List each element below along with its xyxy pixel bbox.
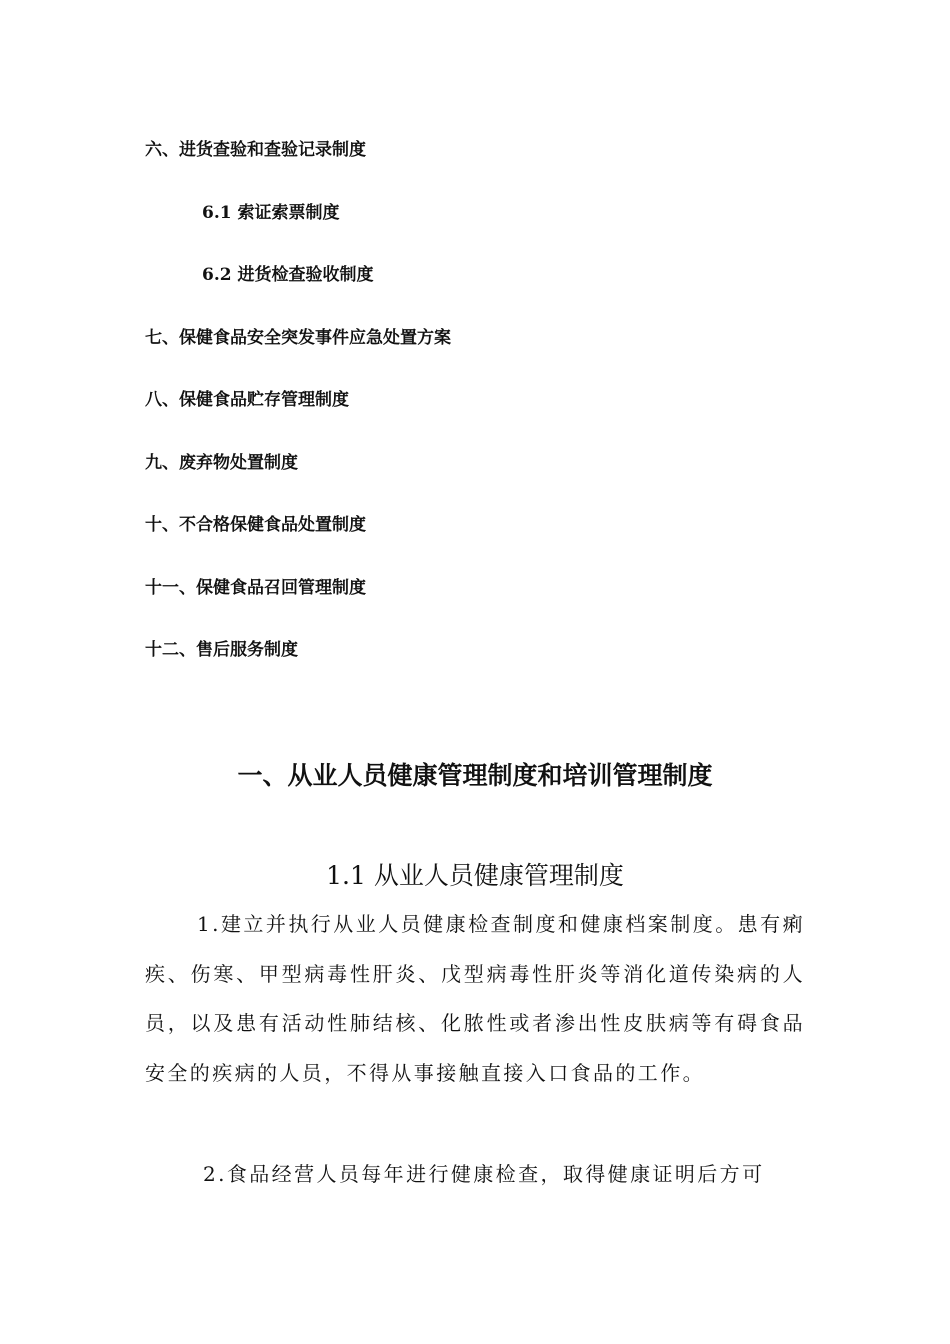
toc-item: 八、保健食品贮存管理制度 xyxy=(145,390,349,410)
toc-item: 七、保健食品安全突发事件应急处置方案 xyxy=(145,327,451,348)
toc-subitem: 6.2 进货检查验收制度 xyxy=(202,265,374,285)
body-paragraph: 2.食品经营人员每年进行健康检查，取得健康证明后方可 xyxy=(203,1162,765,1186)
toc-subitem: 6.1 索证索票制度 xyxy=(202,202,340,223)
toc-item: 十二、售后服务制度 xyxy=(145,640,298,660)
body-paragraph: 1.建立并执行从业人员健康检查制度和健康档案制度。患有痢疾、伤寒、甲型病毒性肝炎、戊型病毒性肝炎等消化道传染病的人员，以及患有活动性肺结核、化脓性或者渗出性皮肤病等有碍食品安全的疾病的人员，不得从事接触直接入口食品的工作。 xyxy=(145,912,805,1085)
toc-item: 九、废弃物处置制度 xyxy=(145,452,298,473)
toc-item: 十、不合格保健食品处置制度 xyxy=(145,515,366,535)
toc-item: 十一、保健食品召回管理制度 xyxy=(145,577,366,598)
section-heading: 一、从业人员健康管理制度和培训管理制度 xyxy=(237,761,713,790)
toc-item: 六、进货查验和查验记录制度 xyxy=(145,140,366,160)
subsection-heading: 1.1 从业人员健康管理制度 xyxy=(326,861,624,890)
table-of-contents xyxy=(145,138,805,701)
